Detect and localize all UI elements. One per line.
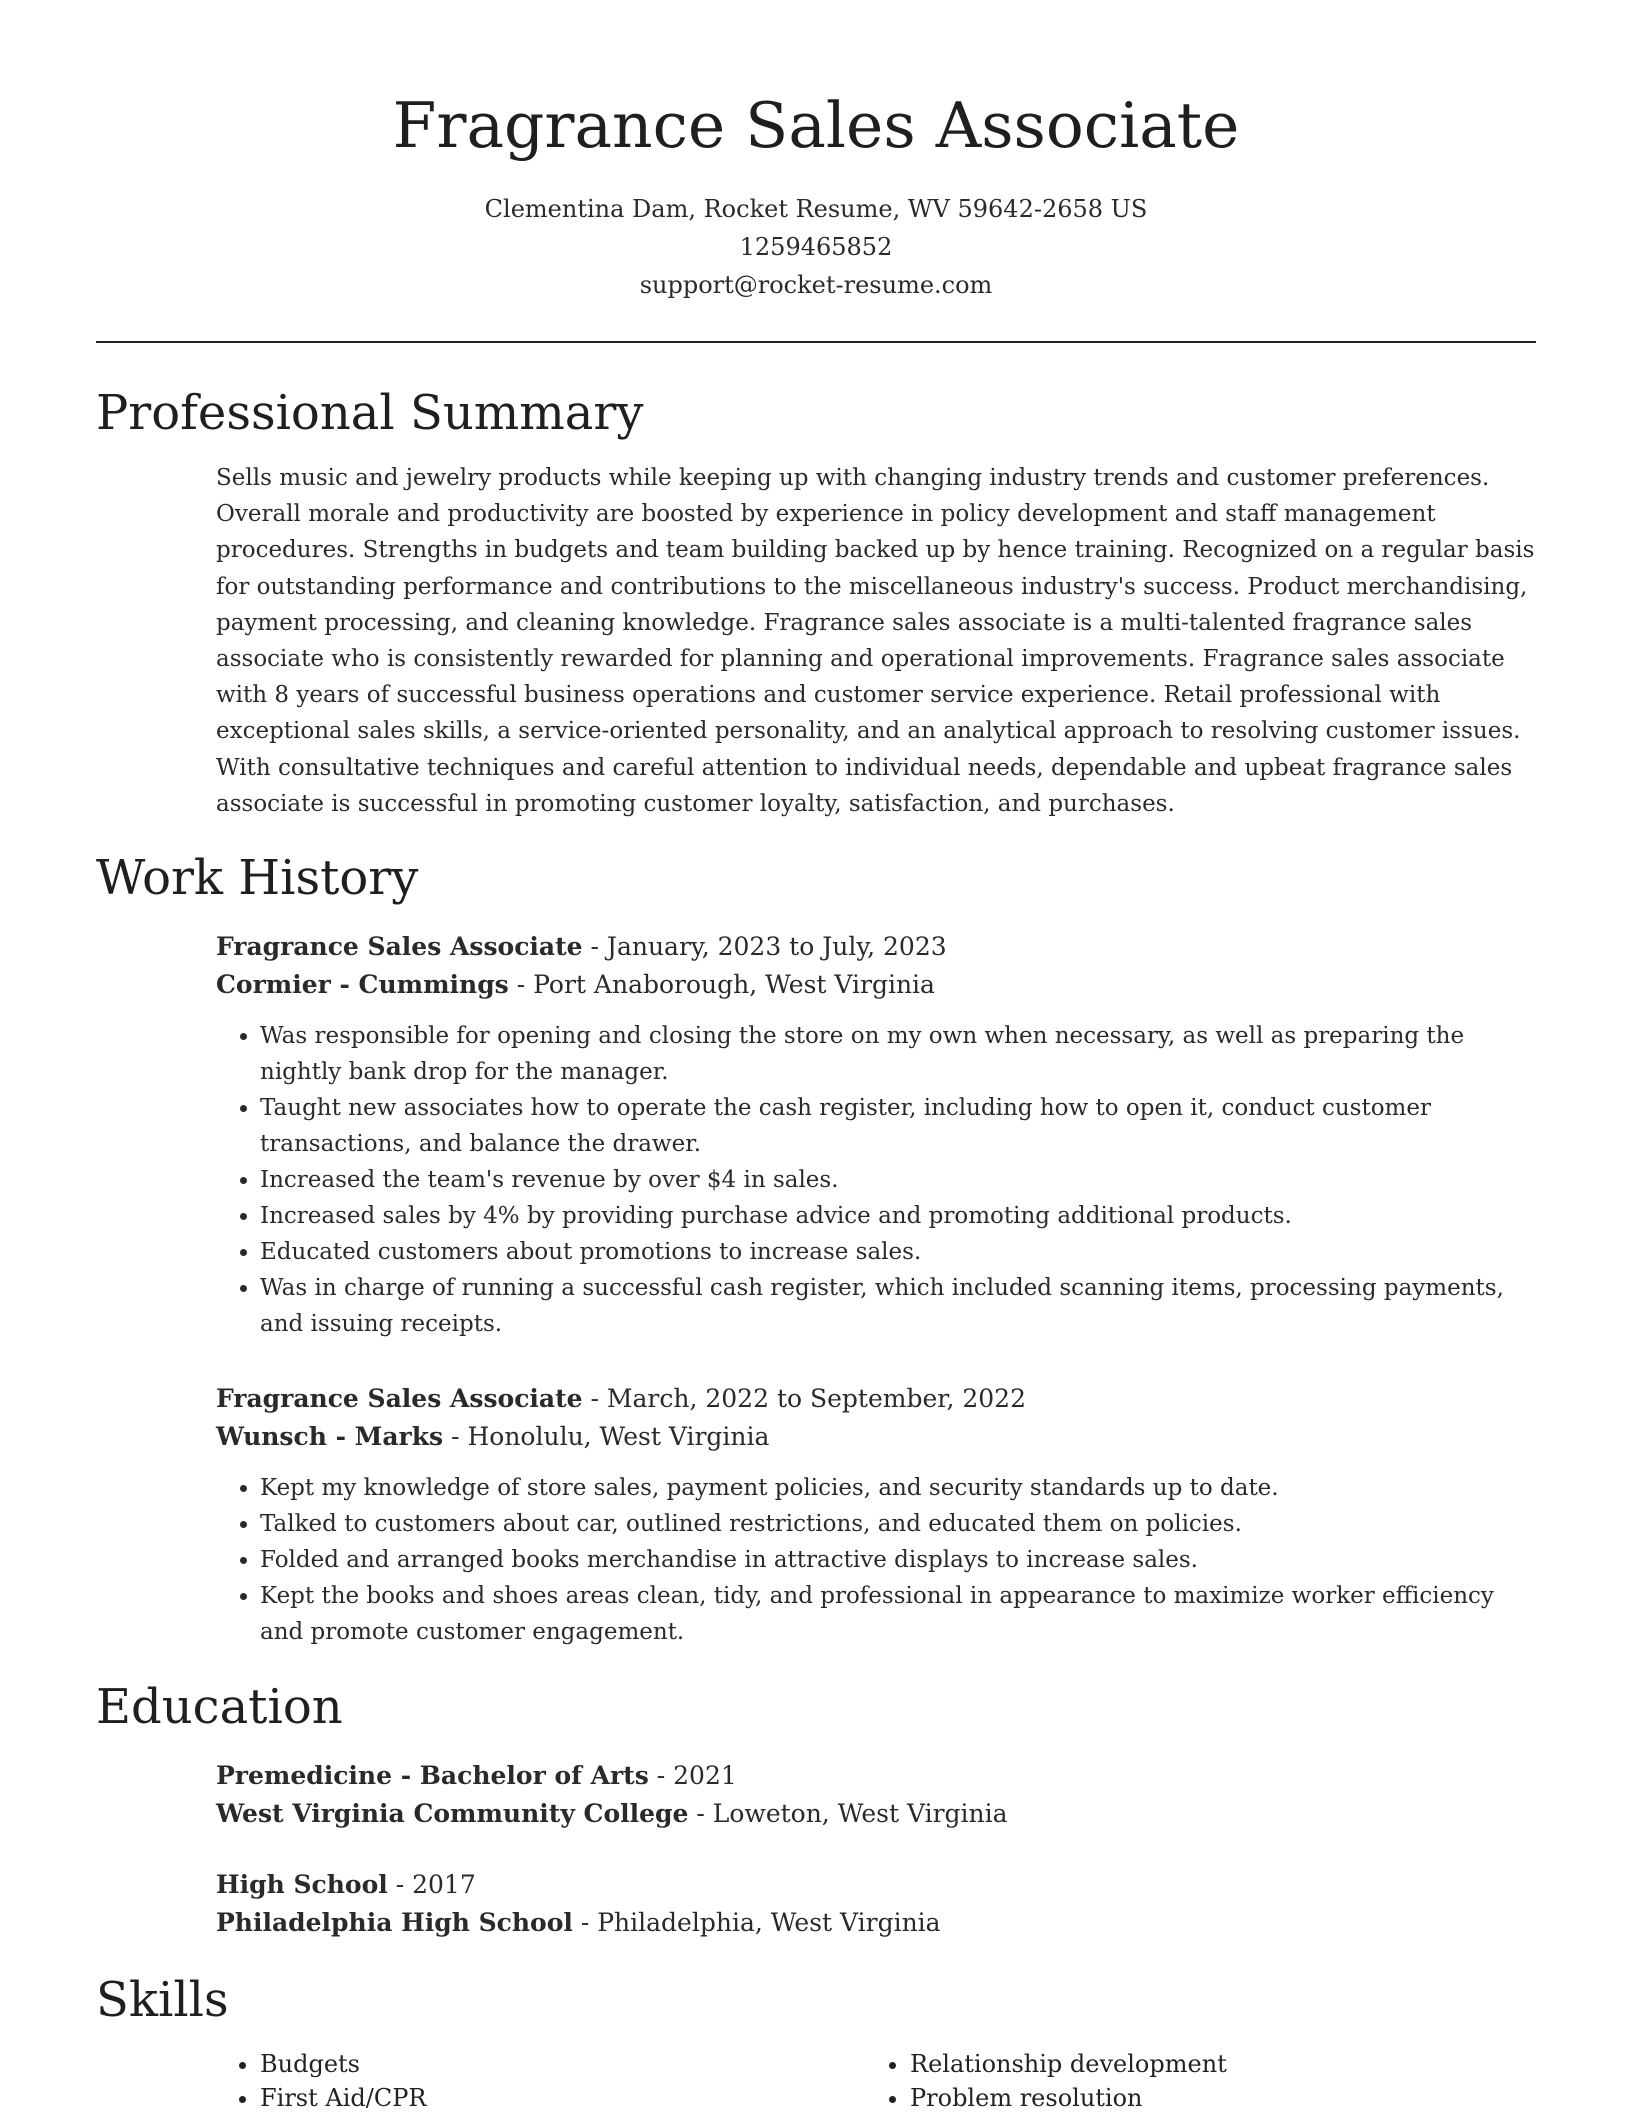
- job-company-line: [216, 1418, 1536, 1456]
- education-degree-line: [216, 1757, 1536, 1795]
- job-title: Fragrance Sales Associate: [216, 1384, 583, 1413]
- skills-heading: Skills: [96, 1972, 229, 2028]
- job-company: Wunsch - Marks: [216, 1422, 444, 1451]
- skills-list: [216, 2047, 866, 2115]
- education-entry: [216, 1757, 1536, 1833]
- skills-column-right: [866, 2047, 1516, 2115]
- education-school-line: [216, 1904, 1536, 1942]
- summary-section: [216, 460, 1536, 822]
- job-company-line: [216, 966, 1536, 1004]
- job-entry: [216, 1380, 1536, 1650]
- job-bullet: • Increased the team's revenue by over $4 in sales.: [260, 1162, 1536, 1198]
- job-bullet: • Was in charge of running a successful cash register, which included scanning items, processing payments, and issuing receipts.: [260, 1270, 1536, 1342]
- work-history-heading: Work History: [96, 850, 419, 906]
- job-bullet: • Talked to customers about car, outlined restrictions, and educated them on policies.: [260, 1506, 1536, 1542]
- job-title-line: [216, 928, 1536, 966]
- summary-heading: Professional Summary: [96, 385, 644, 441]
- education-year: - 2021: [648, 1761, 737, 1790]
- job-bullets: [216, 1018, 1536, 1342]
- job-bullet: • Kept my knowledge of store sales, payment policies, and security standards up to date.: [260, 1470, 1536, 1506]
- job-location: - Honolulu, West Virginia: [443, 1422, 770, 1451]
- job-bullet: • Kept the books and shoes areas clean, tidy, and professional in appearance to maximize worker efficiency and promote customer engagement.: [260, 1578, 1536, 1650]
- education-school: West Virginia Community College: [216, 1799, 689, 1828]
- skills-list: [866, 2047, 1516, 2115]
- job-bullet: • Increased sales by 4% by providing purchase advice and promoting additional products.: [260, 1198, 1536, 1234]
- education-entry: [216, 1866, 1536, 1942]
- education-year: - 2017: [387, 1870, 476, 1899]
- summary-text: Sells music and jewelry products while keeping up with changing industry trends and customer preferences. Overall morale and productivity are boosted by experience in policy development and staff management procedures. Strengths in budgets and team building backed up by hence training. Recognized on a regular basis for outstanding performance and contributions to the miscellaneous industry's success. Product merchandising, payment processing, and cleaning knowledge. Fragrance sales associate is a multi-talented fragrance sales associate who is consistently rewarded for planning and operational improvements. Fragrance sales associate with 8 years of successful business operations and customer service experience. Retail professional with exceptional sales skills, a service-oriented personality, and an analytical approach to resolving customer issues. With consultative techniques and careful attention to individual needs, dependable and upbeat fragrance sales associate is successful in promoting customer loyalty, satisfaction, and purchases.: [216, 465, 1535, 817]
- job-title: Fragrance Sales Associate: [216, 932, 583, 961]
- education-location: - Loweton, West Virginia: [688, 1799, 1008, 1828]
- contact-email: support@rocket-resume.com: [639, 271, 993, 299]
- job-bullet: • Educated customers about promotions to increase sales.: [260, 1234, 1536, 1270]
- header-divider: [96, 341, 1536, 343]
- job-bullet: • Was responsible for opening and closing the store on my own when necessary, as well as preparing the nightly bank drop for the manager.: [260, 1018, 1536, 1090]
- resume-title: Fragrance Sales Associate: [392, 89, 1240, 162]
- education-degree: Premedicine - Bachelor of Arts: [216, 1761, 649, 1790]
- job-dates: - January, 2023 to July, 2023: [582, 932, 947, 961]
- education-location: - Philadelphia, West Virginia: [572, 1908, 941, 1937]
- job-location: - Port Anaborough, West Virginia: [508, 970, 935, 999]
- education-school: Philadelphia High School: [216, 1908, 573, 1937]
- skill-item: • Relationship development: [910, 2047, 1516, 2081]
- skill-item: • First Aid/CPR: [260, 2081, 866, 2115]
- contact-phone: 1259465852: [739, 233, 893, 261]
- job-bullets: [216, 1470, 1536, 1650]
- job-company: Cormier - Cummings: [216, 970, 509, 999]
- education-heading: Education: [96, 1679, 343, 1735]
- job-bullet: • Taught new associates how to operate the cash register, including how to open it, conduct customer transactions, and balance the drawer.: [260, 1090, 1536, 1162]
- skill-item: • Problem resolution: [910, 2081, 1516, 2115]
- contact-address: Clementina Dam, Rocket Resume, WV 59642-2658 US: [484, 195, 1148, 223]
- skills-grid: [216, 2047, 1536, 2115]
- contact-info: [96, 190, 1536, 304]
- education-degree-line: [216, 1866, 1536, 1904]
- education-school-line: [216, 1795, 1536, 1833]
- skill-item: • Budgets: [260, 2047, 866, 2081]
- job-entry: [216, 928, 1536, 1342]
- job-bullet: • Folded and arranged books merchandise in attractive displays to increase sales.: [260, 1542, 1536, 1578]
- skills-column-left: [216, 2047, 866, 2115]
- job-title-line: [216, 1380, 1536, 1418]
- education-degree: High School: [216, 1870, 388, 1899]
- job-dates: - March, 2022 to September, 2022: [582, 1384, 1026, 1413]
